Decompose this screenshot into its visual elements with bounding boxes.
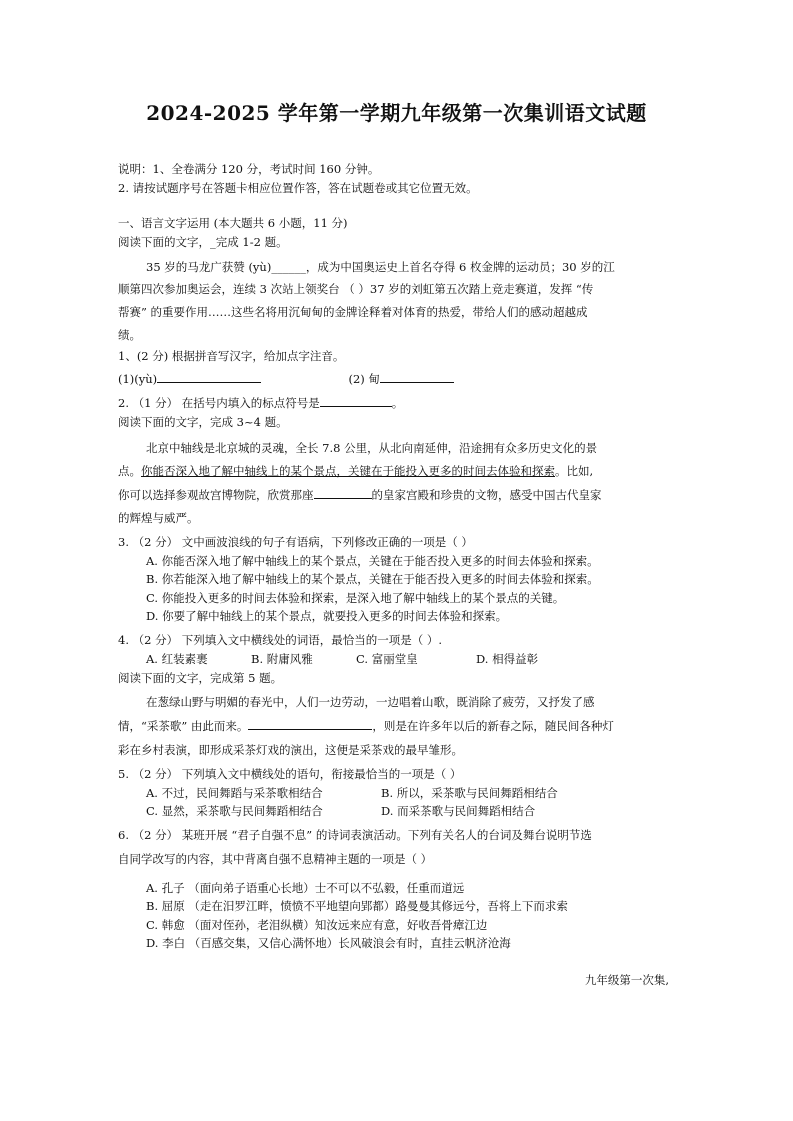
passage-line: 顺第四次参加奥运会，连续 3 次站上领奖台 （ ）37 岁的刘虹第五次踏上竞走赛道，发挥 “传	[118, 282, 594, 296]
passage-text: 你可以选择参观故宫博物院，欣赏那座	[118, 488, 314, 502]
q4-option-d[interactable]: D. 相得益彰	[476, 652, 539, 666]
q1-blank-b[interactable]	[380, 371, 454, 383]
question-1: 1、(2 分) 根据拼音写汉字，给加点字注音。	[118, 349, 345, 363]
passage-text: ，则是在许多年以后的新春之际，随民间各种灯	[372, 719, 614, 733]
q5-option-c[interactable]: C. 显然，采茶歌与民间舞蹈相结合	[146, 804, 323, 818]
question-3: 3. （2 分） 文中画波浪线的句子有语病，下列修改正确的一项是（ ）	[118, 535, 473, 549]
reading-prompt: 阅读下面的文字，完成第 5 题。	[118, 671, 283, 685]
q4-option-a[interactable]: A. 红装素裹	[146, 652, 208, 666]
q3-option-a[interactable]: A. 你能否深入地了解中轴线上的某个景点，关键在于能否投入更多的时间去体验和探索。	[146, 554, 599, 568]
q1-blank-a[interactable]	[157, 371, 261, 383]
passage2-blank[interactable]	[314, 487, 372, 499]
wavy-underlined-sentence: 你能否深入地了解中轴线上的某个景点，关键在于能投入更多的时间去体验和探索	[141, 464, 555, 478]
q6-option-a[interactable]: A. 孔子 （面向弟子语重心长地）士不可以不弘毅，任重而道远	[146, 881, 465, 895]
question-2	[118, 395, 403, 411]
passage-line	[118, 487, 602, 503]
passage-line: 在葱绿山野与明媚的春光中，人们一边劳动，一边唱着山歌，既消除了疲劳，又抒发了感	[146, 695, 595, 709]
q3-option-c[interactable]: C. 你能投入更多的时间去体验和探索，是深入地了解中轴线上的某个景点的关键。	[146, 591, 565, 605]
question-6: 自同学改写的内容，其中背离自强不息精神主题的一项是（ ）	[118, 852, 433, 866]
q1-item-a: (1)(yù)	[118, 372, 158, 386]
q1-item-b: (2) 甸	[348, 372, 380, 386]
instruction-line: 2. 请按试题序号在答题卡相应位置作答，答在试题卷或其它位置无效。	[118, 181, 478, 195]
passage-text: 点。	[118, 464, 141, 478]
q3-option-d[interactable]: D. 你要了解中轴线上的某个景点，就要投入更多的时间去体验和探索。	[146, 609, 508, 623]
q4-option-b[interactable]: B. 附庸风雅	[251, 652, 313, 666]
question-1-answer-row	[118, 371, 454, 387]
passage-line	[118, 718, 614, 734]
q5-option-d[interactable]: D. 而采茶歌与民间舞蹈相结合	[381, 804, 536, 818]
question-6: 6. （2 分） 某班开展 “君子自强不息” 的诗词表演活动。下列有关名人的台词及舞台说明节选	[118, 828, 592, 842]
question-5: 5. （2 分） 下列填入文中横线处的语句，衔接最恰当的一项是（ ）	[118, 767, 462, 781]
passage-text: 。比如,	[555, 464, 594, 478]
q6-option-b[interactable]: B. 屈原 （走在汨罗江畔，愤愤不平地望向郢都）路曼曼其修远兮，吾将上下而求索	[146, 899, 568, 913]
passage-text: 的皇家宫殿和珍贵的文物，感受中国古代皇家	[371, 488, 602, 502]
passage3-blank[interactable]	[248, 718, 372, 730]
passage-line	[118, 463, 593, 479]
passage-line: 绩。	[118, 328, 141, 342]
exam-title: 2024-2025 学年第一学期九年级第一次集训语文试题	[146, 101, 647, 125]
q2-blank[interactable]	[320, 395, 392, 407]
passage-line: 的辉煌与威严。	[118, 511, 199, 525]
reading-prompt: 阅读下面的文字，完成 3~4 题。	[118, 415, 288, 429]
q5-option-a[interactable]: A. 不过，民间舞蹈与采茶歌相结合	[146, 786, 323, 800]
q6-option-c[interactable]: C. 韩愈 （面对侄孙，老泪纵横）知汝远来应有意，好收吾骨瘴江边	[146, 918, 488, 932]
passage-line: 35 岁的马龙广获赞 (yù)______，成为中国奥运史上首名夺得 6 枚金牌的运动员；30 岁的江	[146, 260, 615, 274]
section-heading: 一、语言文字运用 (本大题共 6 小题，11 分)	[118, 216, 348, 230]
q2-text: 2. （1 分） 在括号内填入的标点符号是	[118, 396, 320, 410]
passage-line: 帮赛” 的重要作用……这些名将用沉甸甸的金牌诠释着对体育的热爱，带给人们的感动超越成	[118, 305, 588, 319]
instruction-line: 说明：1、全卷满分 120 分，考试时间 160 分钟。	[118, 162, 380, 176]
reading-prompt: 阅读下面的文字，_完成 1-2 题。	[118, 235, 288, 249]
page-footer: 九年级第一次集,	[584, 973, 669, 987]
q3-option-b[interactable]: B. 你若能深入地了解中轴线上的某个景点，关键在于能否投入更多的时间去体验和探索。	[146, 572, 599, 586]
q5-option-b[interactable]: B. 所以，采茶歌与民间舞蹈相结合	[381, 786, 558, 800]
q2-suffix: 。	[391, 396, 404, 410]
q6-option-d[interactable]: D. 李白 （百感交集，又信心满怀地）长风破浪会有时，直挂云帆济沧海	[146, 936, 511, 950]
question-4: 4. （2 分） 下列填入文中横线处的词语，最恰当的一项是（ ）.	[118, 633, 443, 647]
passage-line: 北京中轴线是北京城的灵魂，全长 7.8 公里，从北向南延伸，沿途拥有众多历史文化的景	[146, 441, 598, 455]
q4-option-c[interactable]: C. 富丽堂皇	[356, 652, 418, 666]
passage-text: 情，“采茶歌” 由此而来。	[118, 719, 249, 733]
passage-line: 彩在乡村表演，即形成采茶灯戏的演出，这便是采茶戏的最早雏形。	[118, 743, 463, 757]
